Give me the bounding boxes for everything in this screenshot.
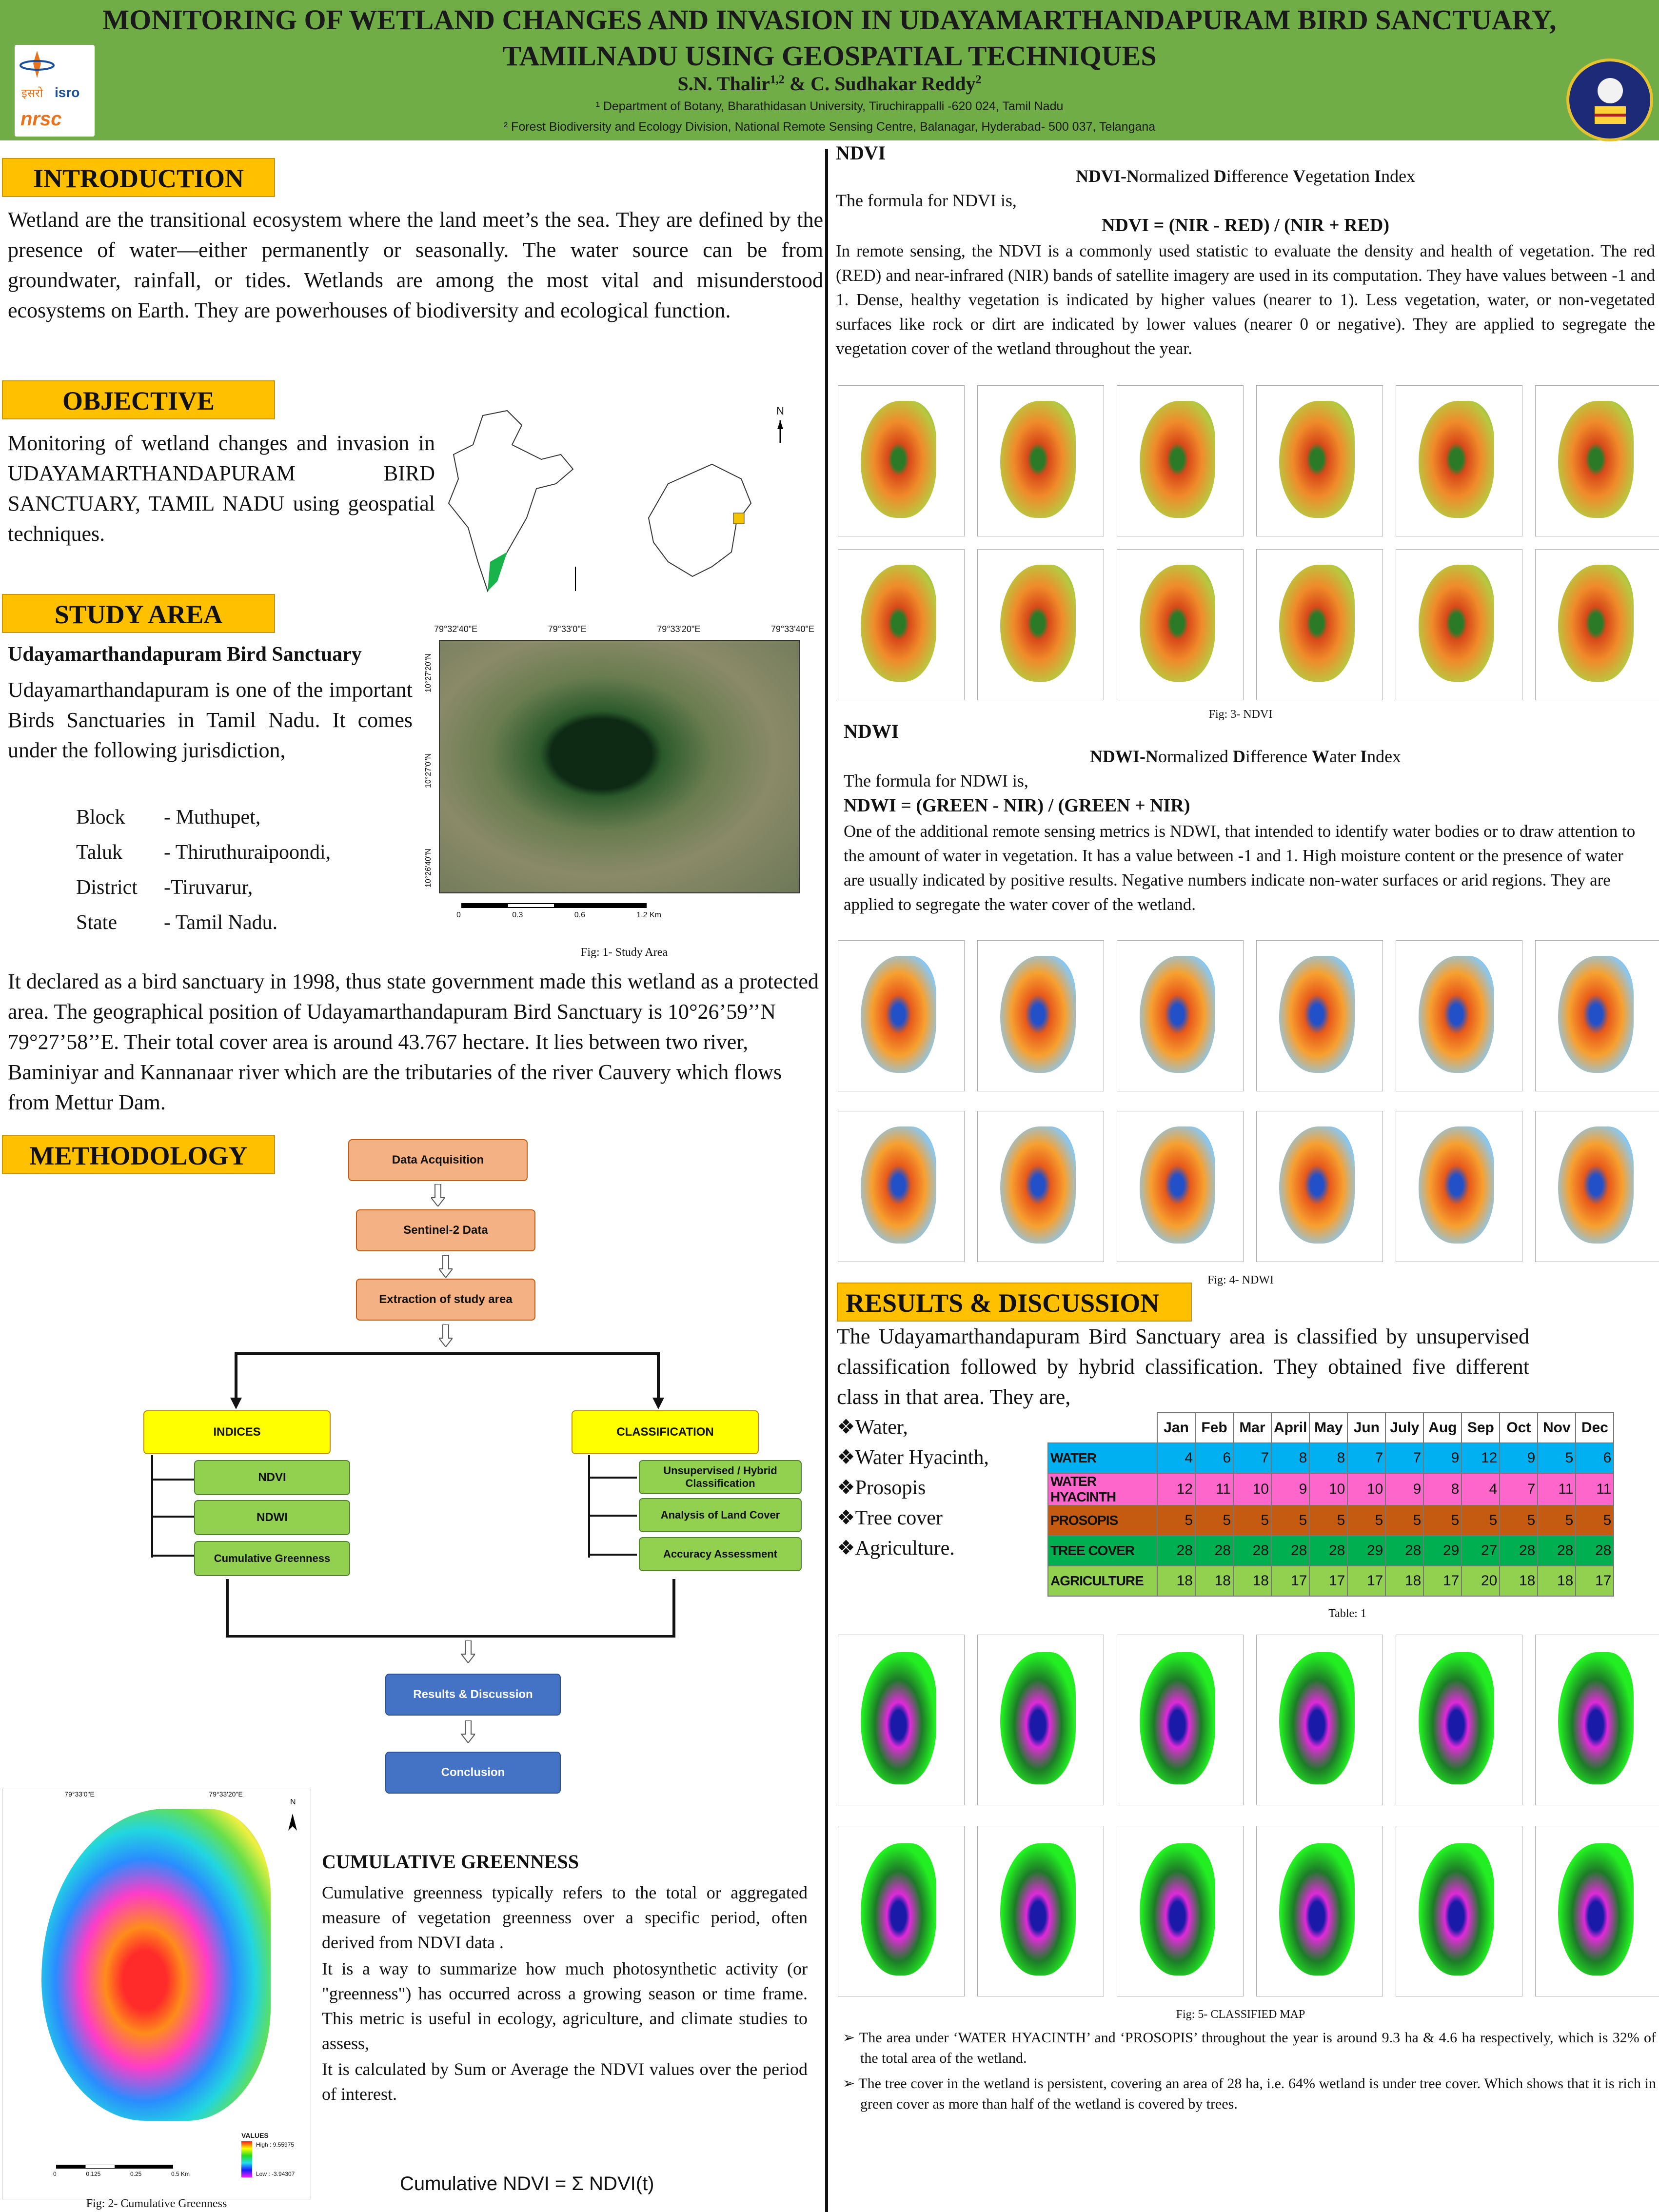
jurisdiction-taluk: Taluk - Thiruthuraipoondi, bbox=[76, 841, 331, 864]
scale-bar bbox=[56, 2165, 173, 2169]
table-cell: 5 bbox=[1233, 1505, 1271, 1536]
table-cell: 28 bbox=[1271, 1536, 1309, 1566]
classified-map-tile bbox=[977, 1826, 1104, 1996]
ndwi-map-tile bbox=[838, 1111, 965, 1262]
ndvi-raster bbox=[861, 401, 936, 518]
flow-classification: CLASSIFICATION bbox=[572, 1410, 759, 1454]
ndvi-map-tile bbox=[1117, 385, 1244, 536]
ndwi-map-tile bbox=[1117, 1111, 1244, 1262]
ndwi-map-tile bbox=[1535, 1111, 1659, 1262]
table-row-label: AGRICULTURE bbox=[1048, 1566, 1157, 1596]
cg-text-2: It is a way to summarize how much photosynthetic activity (or "greenness") has occurred across a growing season or time frame. This metric is useful in ecology, agriculture, and climate studies to assess, bbox=[322, 1959, 808, 2053]
flow-indices: INDICES bbox=[143, 1410, 331, 1454]
table-cell: 28 bbox=[1309, 1536, 1347, 1566]
ndvi-expansion: NDVI-Normalized Difference Vegetation Index bbox=[1075, 166, 1416, 186]
ndvi-map-tile bbox=[1117, 549, 1244, 700]
results-text: The Udayamarthandapuram Bird Sanctuary area is classified by unsupervised classification followed by hybrid classification. They obtained five different class in that area. They are, bbox=[837, 1324, 1529, 1409]
table-cell: 28 bbox=[1157, 1536, 1195, 1566]
table-month-header: Mar bbox=[1233, 1413, 1271, 1443]
legend-ramp bbox=[241, 2141, 252, 2177]
ndvi-map-tile bbox=[1256, 385, 1383, 536]
classified-map-tile bbox=[1256, 1635, 1383, 1805]
ndwi-map-tile bbox=[1117, 940, 1244, 1091]
ndvi-map-tile bbox=[1396, 549, 1522, 700]
ndvi-formula: NDVI = (NIR - RED) / (NIR + RED) bbox=[1101, 215, 1390, 236]
class-water-hyacinth: ❖Water Hyacinth, bbox=[837, 1446, 989, 1469]
classification-connector bbox=[583, 1455, 637, 1572]
table-row bbox=[1048, 1473, 1614, 1505]
ndvi-map-tile bbox=[838, 385, 965, 536]
table-row-label: WATER bbox=[1048, 1443, 1157, 1473]
classified-map-tile bbox=[838, 1826, 965, 1996]
table-row bbox=[1048, 1536, 1614, 1566]
classified-raster bbox=[1419, 1652, 1494, 1784]
result-bullet-1: ➢ The area under ‘WATER HYACINTH’ and ‘PROSOPIS’ throughout the year is around 9.3 ha & 4.6 ha respectively, which is 32% of the total area of the wetland. bbox=[843, 2030, 1656, 2066]
fig1-caption: Fig: 1- Study Area bbox=[581, 946, 668, 959]
ndwi-raster bbox=[861, 1126, 936, 1244]
table-month-header: Oct bbox=[1500, 1413, 1538, 1443]
objective-text: Monitoring of wetland changes and invasion in UDAYAMARTHANDAPURAM BIRD SANCTUARY, TAMIL NADU using geospatial techniques. bbox=[8, 431, 435, 546]
flow-split-connector bbox=[229, 1351, 668, 1409]
table-cell: 5 bbox=[1423, 1505, 1462, 1536]
ndwi-map-tile bbox=[1396, 940, 1522, 1091]
fig3-caption: Fig: 3- NDVI bbox=[1208, 708, 1273, 721]
classified-raster bbox=[1279, 1843, 1355, 1975]
cg-formula: Cumulative NDVI = Σ NDVI(t) bbox=[400, 2173, 654, 2194]
table-cell: 5 bbox=[1576, 1505, 1614, 1536]
table-cell: 7 bbox=[1347, 1443, 1385, 1473]
table-cell: 17 bbox=[1576, 1566, 1614, 1596]
table-cell: 18 bbox=[1385, 1566, 1423, 1596]
table-cell: 28 bbox=[1195, 1536, 1233, 1566]
greenness-raster bbox=[41, 1809, 271, 2121]
ndvi-raster bbox=[1419, 401, 1494, 518]
introduction-text: Wetland are the transitional ecosystem where the land meet’s the sea. They are defined by the presence of water—either permanently or seasonally. The water source can be from groundwater, rainfall, or tides. Wetlands are among the most vital and misunderstood ecosystems on Earth. They are powerhouses of biodiversity and ecological function. bbox=[8, 208, 823, 322]
bharathidasan-university-seal bbox=[1566, 59, 1653, 141]
classified-map-tile bbox=[1396, 1826, 1522, 1996]
table-row bbox=[1048, 1443, 1614, 1473]
ndvi-map-tile bbox=[1256, 549, 1383, 700]
flow-analysis-land-cover: Analysis of Land Cover bbox=[639, 1498, 802, 1532]
table-month-header: Nov bbox=[1538, 1413, 1576, 1443]
table-cell: 11 bbox=[1538, 1473, 1576, 1505]
table-row bbox=[1048, 1566, 1614, 1596]
legend-low: Low : -3.94307 bbox=[256, 2171, 295, 2177]
table-month-header: April bbox=[1271, 1413, 1309, 1443]
classified-raster bbox=[1558, 1843, 1634, 1975]
ndvi-raster bbox=[1419, 565, 1494, 682]
table-cell: 18 bbox=[1538, 1566, 1576, 1596]
ndvi-map-tile bbox=[1535, 385, 1659, 536]
table-cell: 27 bbox=[1462, 1536, 1500, 1566]
cumulative-greenness-heading: CUMULATIVE GREENNESS bbox=[322, 1851, 579, 1873]
ndwi-formula: NDWI = (GREEN - NIR) / (GREEN + NIR) bbox=[844, 795, 1190, 816]
table-cell: 18 bbox=[1233, 1566, 1271, 1596]
flow-ndvi: NDVI bbox=[194, 1460, 350, 1495]
table-cell: 5 bbox=[1195, 1505, 1233, 1536]
table1-caption: Table: 1 bbox=[1328, 1607, 1366, 1620]
affiliation-2: ² Forest Biodiversity and Ecology Division, National Remote Sensing Centre, Balanagar, Hyderabad- 500 037, Telangana bbox=[503, 120, 1156, 134]
indices-connector bbox=[146, 1455, 200, 1572]
table-cell: 18 bbox=[1195, 1566, 1233, 1596]
study-area-map: 79°32'40"E 79°33'0"E 79°33'20"E 79°33'40"E 10°26'40"N 10°27'0"N 10°27'20"N 0 0.3 0.6 1.2 Km bbox=[424, 624, 814, 919]
results-heading: RESULTS & DISCUSSION bbox=[837, 1283, 1192, 1322]
table-cell: 5 bbox=[1538, 1505, 1576, 1536]
ndwi-raster bbox=[1140, 1126, 1215, 1244]
table-row-label: WATER HYACINTH bbox=[1048, 1473, 1157, 1505]
table-cell: 10 bbox=[1233, 1473, 1271, 1505]
ndvi-map-tile bbox=[977, 385, 1104, 536]
table-cell: 5 bbox=[1538, 1443, 1576, 1473]
table-cell: 7 bbox=[1500, 1473, 1538, 1505]
north-arrow-label: N bbox=[776, 405, 784, 417]
table-row-label: TREE COVER bbox=[1048, 1536, 1157, 1566]
jurisdiction-district: District -Tiruvarur, bbox=[76, 876, 253, 899]
flow-sentinel-2-data: Sentinel-2 Data bbox=[356, 1209, 535, 1251]
jurisdiction-block: Block - Muthupet, bbox=[76, 806, 261, 829]
ndwi-raster bbox=[1558, 1126, 1634, 1244]
table-cell: 5 bbox=[1500, 1505, 1538, 1536]
table-cell: 11 bbox=[1576, 1473, 1614, 1505]
jurisdiction-list bbox=[76, 800, 417, 940]
result-bullet-2: ➢ The tree cover in the wetland is persistent, covering an area of 28 ha, i.e. 64% wetland is under tree cover. Which shows that it is rich in green cover as more than half of the wetland is covered by trees. bbox=[843, 2075, 1656, 2112]
fig2-caption: Fig: 2- Cumulative Greenness bbox=[86, 2197, 227, 2210]
column-divider bbox=[825, 149, 828, 2212]
ndvi-map-grid bbox=[835, 385, 1656, 702]
table-cell: 5 bbox=[1347, 1505, 1385, 1536]
classified-raster bbox=[1140, 1652, 1215, 1784]
classified-raster bbox=[861, 1652, 936, 1784]
table-cell: 20 bbox=[1462, 1566, 1500, 1596]
table-cell: 17 bbox=[1423, 1566, 1462, 1596]
table-month-header: Sep bbox=[1462, 1413, 1500, 1443]
ndwi-raster bbox=[1419, 1126, 1494, 1244]
classified-raster bbox=[1140, 1843, 1215, 1975]
table-month-header: May bbox=[1309, 1413, 1347, 1443]
ndwi-raster bbox=[1279, 1126, 1355, 1244]
scale-bar bbox=[461, 903, 647, 908]
flow-results-discussion: Results & Discussion bbox=[385, 1674, 561, 1716]
table-cell: 18 bbox=[1157, 1566, 1195, 1596]
flow-data-acquisition: Data Acquisition bbox=[348, 1139, 528, 1181]
table-row bbox=[1048, 1505, 1614, 1536]
table-month-header: Feb bbox=[1195, 1413, 1233, 1443]
north-arrow-icon bbox=[285, 1809, 300, 1833]
table-cell: 28 bbox=[1538, 1536, 1576, 1566]
table-cell: 28 bbox=[1233, 1536, 1271, 1566]
introduction-heading: INTRODUCTION bbox=[2, 158, 275, 197]
classified-raster bbox=[1279, 1652, 1355, 1784]
study-area-text: Udayamarthandapuram is one of the important Birds Sanctuaries in Tamil Nadu. It comes under the following jurisdiction, bbox=[8, 678, 413, 762]
ndwi-map-tile bbox=[977, 940, 1104, 1091]
table-cell: 10 bbox=[1347, 1473, 1385, 1505]
classified-map-tile bbox=[1396, 1635, 1522, 1805]
flow-merge-connector bbox=[224, 1579, 683, 1638]
table-cell: 28 bbox=[1500, 1536, 1538, 1566]
ndvi-raster bbox=[1000, 401, 1076, 518]
fig4-caption: Fig: 4- NDWI bbox=[1207, 1274, 1274, 1286]
ndvi-raster bbox=[1558, 401, 1634, 518]
classified-map-tile bbox=[838, 1635, 965, 1805]
table-cell: 12 bbox=[1157, 1473, 1195, 1505]
ndwi-raster bbox=[1419, 956, 1494, 1073]
classified-map-grid bbox=[835, 1635, 1656, 1996]
table-month-header: Dec bbox=[1576, 1413, 1614, 1443]
ndwi-map-tile bbox=[977, 1111, 1104, 1262]
table-cell: 4 bbox=[1157, 1443, 1195, 1473]
ndwi-text: One of the additional remote sensing metrics is NDWI, that intended to identify water bodies or to draw attention to the amount of water in vegetation. It has a value between -1 and 1. High moisture content or the presence of water are usually indicated by positive results. Negative numbers indicate non-water surfaces or arid regions. They are applied to segregate the water cover of the wetland. bbox=[844, 822, 1636, 914]
class-agriculture: ❖Agriculture. bbox=[837, 1537, 955, 1560]
down-arrow-icon bbox=[461, 1720, 475, 1743]
flow-unsupervised-hybrid: Unsupervised / Hybrid Classification bbox=[639, 1460, 802, 1494]
table-cell: 11 bbox=[1195, 1473, 1233, 1505]
poster-title: MONITORING OF WETLAND CHANGES AND INVASION IN UDAYAMARTHANDAPURAM BIRD SANCTUARY, TAMILNADU USING GEOSPATIAL TECHNIQUES bbox=[102, 4, 1557, 72]
ndvi-raster bbox=[1279, 565, 1355, 682]
authors: S.N. Thalir$^{1,2}$ & C. Sudhakar Reddy$^2$ bbox=[677, 73, 982, 95]
table-cell: 6 bbox=[1576, 1443, 1614, 1473]
class-prosopis: ❖Prosopis bbox=[837, 1477, 926, 1499]
classified-map-tile bbox=[1117, 1635, 1244, 1805]
table-cell: 9 bbox=[1423, 1443, 1462, 1473]
methodology-heading: METHODOLOGY bbox=[2, 1135, 275, 1174]
table-cell: 17 bbox=[1347, 1566, 1385, 1596]
table-cell: 5 bbox=[1157, 1505, 1195, 1536]
ndvi-map-tile bbox=[838, 549, 965, 700]
ndwi-raster bbox=[1558, 956, 1634, 1073]
ndwi-title: NDWI bbox=[844, 720, 899, 742]
ndwi-map-tile bbox=[1535, 940, 1659, 1091]
ndvi-raster bbox=[1140, 565, 1215, 682]
table-cell: 17 bbox=[1271, 1566, 1309, 1596]
ndwi-map-grid bbox=[835, 940, 1656, 1262]
table-cell: 7 bbox=[1385, 1443, 1423, 1473]
table-cell: 10 bbox=[1309, 1473, 1347, 1505]
table-cell: 28 bbox=[1385, 1536, 1423, 1566]
legend-title: VALUES bbox=[241, 2132, 269, 2139]
classified-raster bbox=[1000, 1843, 1076, 1975]
jurisdiction-state: State - Tamil Nadu. bbox=[76, 911, 278, 934]
down-arrow-icon bbox=[431, 1184, 445, 1206]
ndvi-raster bbox=[861, 565, 936, 682]
table-month-header: Jan bbox=[1157, 1413, 1195, 1443]
classified-raster bbox=[861, 1843, 936, 1975]
classified-map-tile bbox=[1535, 1635, 1659, 1805]
ndvi-title: NDVI bbox=[836, 142, 886, 164]
ndvi-text: In remote sensing, the NDVI is a commonly used statistic to evaluate the density and health of vegetation. The red (RED) and near-infrared (NIR) bands of satellite imagery are used in its computation. They have values between -1 and 1. Dense, healthy vegetation is indicated by higher values (nearer to 1). Less vegetation, water, or non-vegetated surfaces like rock or dirt are indicated by lower values (nearer 0 or negative). They are applied to segregate the vegetation cover of the wetland throughout the year. bbox=[836, 241, 1655, 358]
table-cell: 5 bbox=[1385, 1505, 1423, 1536]
ndvi-formula-intro: The formula for NDVI is, bbox=[836, 191, 1017, 210]
table-header-row bbox=[1048, 1413, 1614, 1443]
class-water: ❖Water, bbox=[837, 1416, 908, 1439]
table-row-label: PROSOPIS bbox=[1048, 1505, 1157, 1536]
india-tamilnadu-location-map bbox=[439, 406, 824, 600]
table-cell: 12 bbox=[1462, 1443, 1500, 1473]
ndwi-formula-intro: The formula for NDWI is, bbox=[844, 771, 1028, 790]
classified-map-tile bbox=[977, 1635, 1104, 1805]
flow-extraction: Extraction of study area bbox=[356, 1279, 535, 1321]
fig5-caption: Fig: 5- CLASSIFIED MAP bbox=[1176, 2008, 1305, 2021]
ndvi-raster bbox=[1140, 401, 1215, 518]
table-cell: 29 bbox=[1347, 1536, 1385, 1566]
land-cover-table bbox=[1047, 1412, 1614, 1597]
table-cell: 28 bbox=[1576, 1536, 1614, 1566]
table-month-header: Aug bbox=[1423, 1413, 1462, 1443]
cumulative-greenness-map: 79°33'0"E 79°33'20"E N VALUES High : 9.55975 Low : -3.94307 0 0.125 0.25 0.5 Km bbox=[2, 1789, 311, 2199]
table-month-header: Jun bbox=[1347, 1413, 1385, 1443]
ndwi-raster bbox=[861, 956, 936, 1073]
satellite-image bbox=[439, 640, 800, 893]
legend-high: High : 9.55975 bbox=[256, 2141, 295, 2148]
class-tree-cover: ❖Tree cover bbox=[837, 1507, 943, 1529]
table-month-header: July bbox=[1385, 1413, 1423, 1443]
classified-map-tile bbox=[1535, 1826, 1659, 1996]
ndwi-map-tile bbox=[1256, 1111, 1383, 1262]
study-area-text-2: It declared as a bird sanctuary in 1998, thus state government made this wetland as a protected area. The geographical position of Udayamarthandapuram Bird Sanctuary is 10°26’59’’N 79°27’58’’E. Their total cover area is around 43.767 hectare. It lies between two river, Baminiyar and Kannanaar river which are the tributaries of the river Cauvery which flows from Mettur Dam. bbox=[8, 969, 819, 1114]
results-bullets bbox=[837, 2028, 1656, 2114]
flow-accuracy-assessment: Accuracy Assessment bbox=[639, 1537, 802, 1571]
classified-map-tile bbox=[1117, 1826, 1244, 1996]
table-cell: 9 bbox=[1271, 1473, 1309, 1505]
ndvi-raster bbox=[1558, 565, 1634, 682]
ndvi-raster bbox=[1279, 401, 1355, 518]
cg-text-1: Cumulative greenness typically refers to the total or aggregated measure of vegetation greenness over a specific period, often derived from NDVI data . bbox=[322, 1883, 808, 1952]
table-cell: 18 bbox=[1500, 1566, 1538, 1596]
ndwi-raster bbox=[1140, 956, 1215, 1073]
table-cell: 17 bbox=[1309, 1566, 1347, 1596]
class-list bbox=[837, 1412, 1022, 1563]
ndvi-raster bbox=[1000, 565, 1076, 682]
affiliation-1: ¹ Department of Botany, Bharathidasan University, Tiruchirappalli -620 024, Tamil Nadu bbox=[595, 99, 1064, 113]
table-cell: 7 bbox=[1233, 1443, 1271, 1473]
cg-text-3: It is calculated by Sum or Average the NDVI values over the period of interest. bbox=[322, 2059, 808, 2104]
table-cell: 5 bbox=[1309, 1505, 1347, 1536]
classified-raster bbox=[1000, 1652, 1076, 1784]
ndwi-map-tile bbox=[1396, 1111, 1522, 1262]
down-arrow-icon bbox=[461, 1640, 475, 1663]
table-cell: 9 bbox=[1500, 1443, 1538, 1473]
down-arrow-icon bbox=[439, 1255, 453, 1278]
isro-rocket-icon bbox=[18, 49, 57, 83]
ndwi-map-tile bbox=[838, 940, 965, 1091]
flow-ndwi: NDWI bbox=[194, 1500, 350, 1535]
study-area-subtitle: Udayamarthandapuram Bird Sanctuary bbox=[8, 643, 362, 666]
isro-nrsc-logo: इसरो isro nrsc bbox=[15, 45, 95, 137]
classified-map-tile bbox=[1256, 1826, 1383, 1996]
ndwi-raster bbox=[1000, 1126, 1076, 1244]
ndwi-map-tile bbox=[1256, 940, 1383, 1091]
table-cell: 5 bbox=[1462, 1505, 1500, 1536]
ndwi-raster bbox=[1000, 956, 1076, 1073]
study-area-heading: STUDY AREA bbox=[2, 594, 275, 633]
table-cell: 9 bbox=[1385, 1473, 1423, 1505]
down-arrow-icon bbox=[439, 1324, 453, 1347]
flow-cumulative-greenness: Cumulative Greenness bbox=[194, 1541, 350, 1576]
table-cell: 8 bbox=[1423, 1473, 1462, 1505]
classified-raster bbox=[1558, 1652, 1634, 1784]
university-emblem-icon bbox=[1584, 73, 1637, 127]
ndvi-map-tile bbox=[1396, 385, 1522, 536]
table-cell: 29 bbox=[1423, 1536, 1462, 1566]
ndvi-map-tile bbox=[977, 549, 1104, 700]
ndwi-expansion: NDWI-Normalized Difference Water Index bbox=[1089, 747, 1402, 766]
table-cell: 6 bbox=[1195, 1443, 1233, 1473]
table-cell: 5 bbox=[1271, 1505, 1309, 1536]
flow-conclusion: Conclusion bbox=[385, 1752, 561, 1794]
objective-heading: OBJECTIVE bbox=[2, 380, 275, 419]
ndvi-map-tile bbox=[1535, 549, 1659, 700]
table-cell: 8 bbox=[1309, 1443, 1347, 1473]
classified-raster bbox=[1419, 1843, 1494, 1975]
table-cell: 4 bbox=[1462, 1473, 1500, 1505]
ndwi-raster bbox=[1279, 956, 1355, 1073]
table-cell: 8 bbox=[1271, 1443, 1309, 1473]
